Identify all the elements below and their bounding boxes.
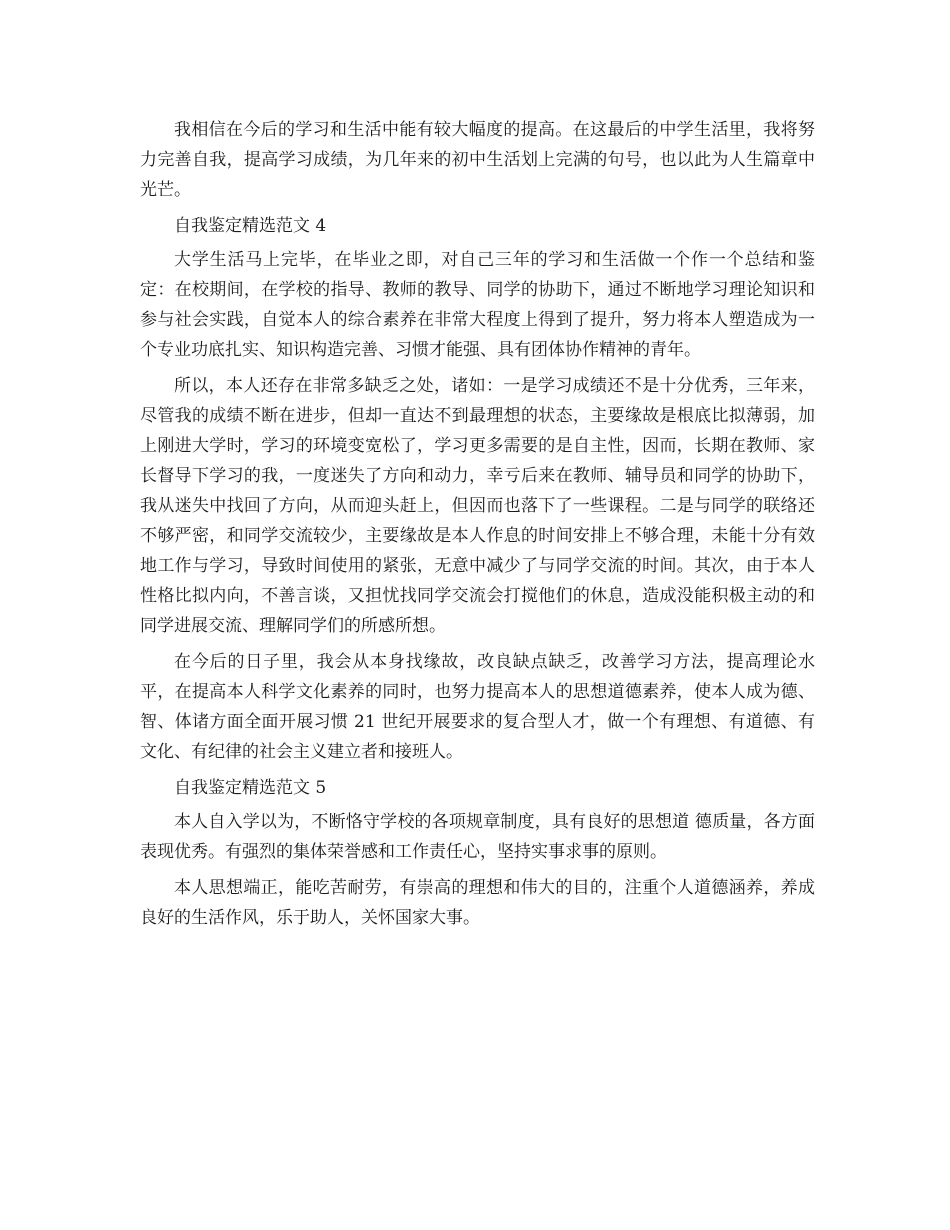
paragraph: 在今后的日子里，我会从本身找缘故，改良缺点缺乏，改善学习方法，提高理论水平，在提高本人科学文化素养的同时，也努力提高本人的思想道德素养，使本人成为德、智、体诸方面全面开展习惯 21 世纪开展要求的复合型人才，做一个有理想、有道德、有文化、有纪律的社会主义建立者和接班人。 <box>140 652 815 762</box>
paragraph: 我相信在今后的学习和生活中能有较大幅度的提高。在这最后的中学生活里，我将努力完善自我，提高学习成绩，为几年来的初中生活划上完满的句号，也以此为人生篇章中光芒。 <box>140 120 815 200</box>
paragraph: 大学生活马上完毕，在毕业之即，对自己三年的学习和生活做一个作一个总结和鉴定：在校期间，在学校的指导、教师的教导、同学的协助下，通过不断地学习理论知识和参与社会实践，自觉本人的综合素养在非常大程度上得到了提升，努力将本人塑造成为一个专业功底扎实、知识构造完善、习惯才能强、具有团体协作精神的青年。 <box>140 250 815 360</box>
document-body <box>140 115 815 933</box>
section-heading-5: 自我鉴定精选范文 5 <box>174 778 327 798</box>
section-heading-4: 自我鉴定精选范文 4 <box>174 216 327 236</box>
paragraph: 本人自入学以为，不断恪守学校的各项规章制度，具有良好的思想道 德质量，各方面表现优秀。有强烈的集体荣誉感和工作责任心，坚持实事求事的原则。 <box>140 812 815 862</box>
paragraph: 所以，本人还存在非常多缺乏之处，诸如：一是学习成绩还不是十分优秀，三年来，尽管我的成绩不断在进步，但却一直达不到最理想的状态，主要缘故是根底比拟薄弱，加上刚进大学时，学习的环境变宽松了，学习更多需要的是自主性，因而，长期在教师、家长督导下学习的我，一度迷失了方向和动力，幸亏后来在教师、辅导员和同学的协助下，我从迷失中找回了方向，从而迎头赶上，但因而也落下了一些课程。二是与同学的联络还不够严密，和同学交流较少，主要缘故是本人作息的时间安排上不够合理，未能十分有效地工作与学习，导致时间使用的紧张，无意中减少了与同学交流的时间。其次，由于本人性格比拟内向，不善言谈，又担忧找同学交流会打搅他们的休息，造成没能积极主动的和同学进展交流、理解同学们的所感所想。 <box>140 376 815 636</box>
paragraph: 本人思想端正，能吃苦耐劳，有崇高的理想和伟大的目的，注重个人道德涵养，养成良好的生活作风，乐于助人，关怀国家大事。 <box>140 878 815 928</box>
